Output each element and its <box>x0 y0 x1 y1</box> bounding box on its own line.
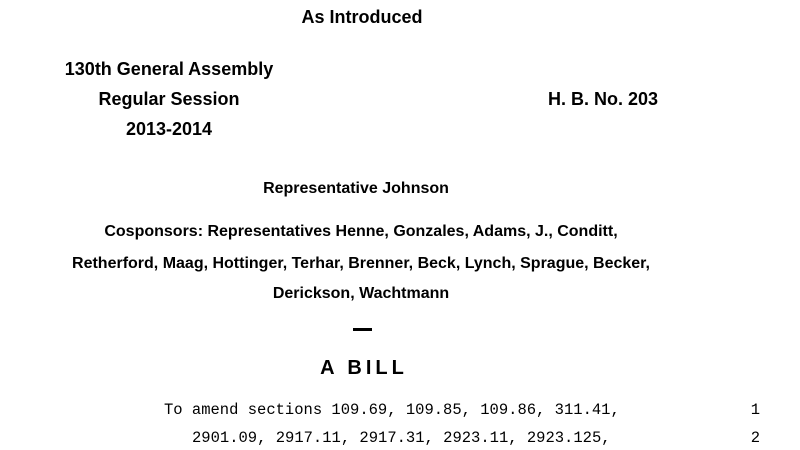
bill-title: A BILL <box>320 357 408 379</box>
bill-status: As Introduced <box>301 7 423 27</box>
cosponsors-line-1: Cosponsors: Representatives Henne, Gonzales, Adams, J., Conditt, <box>104 223 618 240</box>
primary-sponsor: Representative Johnson <box>263 180 449 197</box>
cosponsors-line-2: Retherford, Maag, Hottinger, Terhar, Brenner, Beck, Lynch, Sprague, Becker, <box>72 255 650 272</box>
line-number-1: 1 <box>750 401 760 419</box>
bill-number: H. B. No. 203 <box>548 89 659 109</box>
line-number-2: 2 <box>750 429 760 447</box>
cosponsors-line-3: Derickson, Wachtmann <box>272 285 450 302</box>
section-divider <box>353 328 372 331</box>
bill-text-line-1: To amend sections 109.69, 109.85, 109.86, 311.41, <box>164 401 620 419</box>
session-type: Regular Session <box>98 89 240 109</box>
bill-text-line-2: 2901.09, 2917.11, 2917.31, 2923.11, 2923.125, <box>192 429 611 447</box>
assembly-name: 130th General Assembly <box>64 59 274 79</box>
session-years: 2013-2014 <box>125 119 213 139</box>
